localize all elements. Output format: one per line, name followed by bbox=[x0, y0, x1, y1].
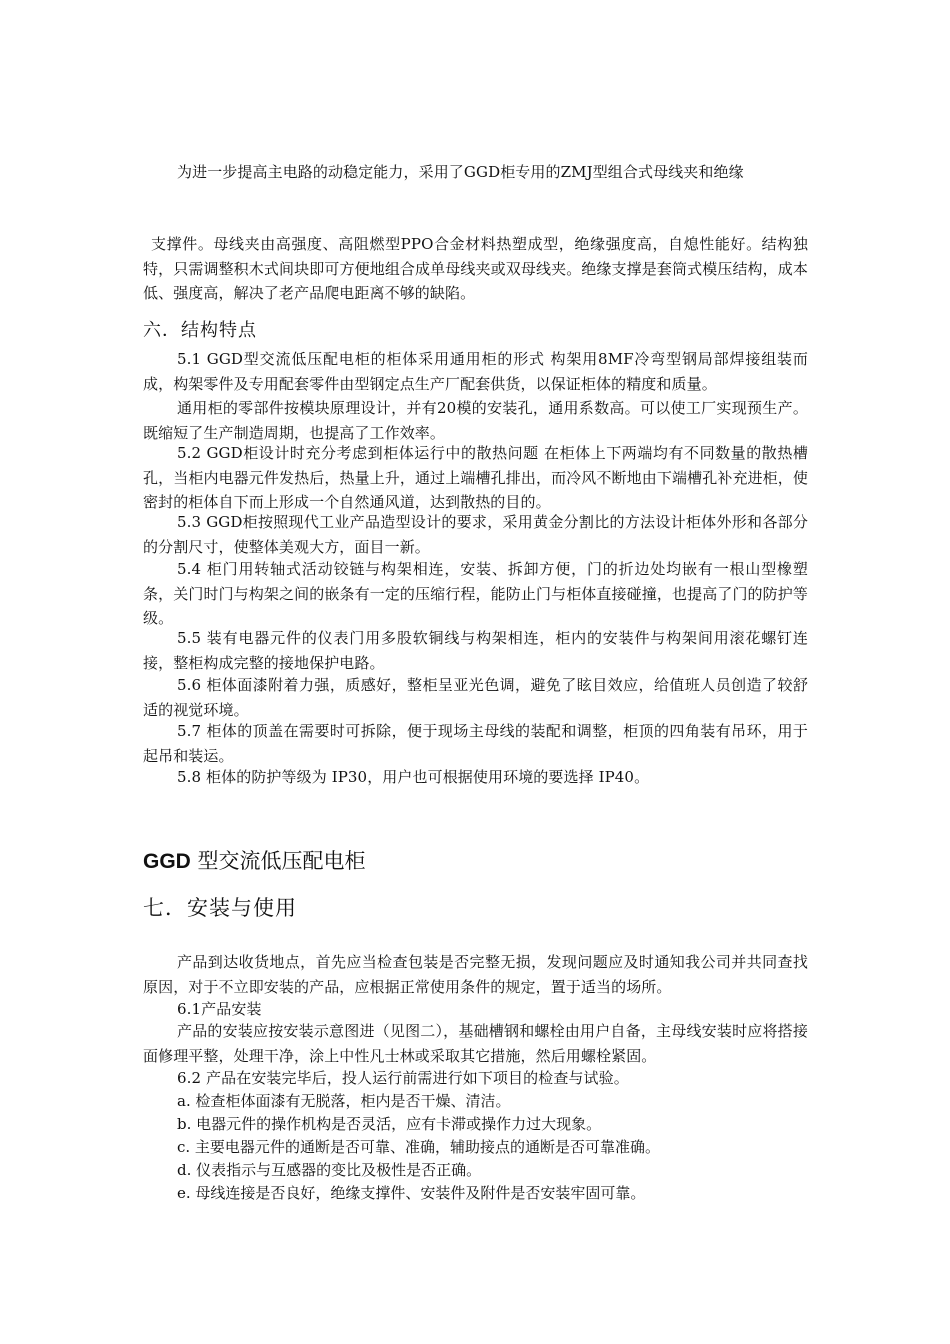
section6-paragraph: 5.4 柜门用转轴式活动铰链与构架相连，安装、拆卸方便，门的折边处均嵌有一根山型橡塑条，关门时门与构架之间的嵌条有一定的压缩行程，能防止门与柜体直接碰撞，也提高了门的防护等级。 bbox=[143, 560, 808, 627]
section6-paragraph: 5.8 柜体的防护等级为 IP30，用户也可根据使用环境的要选择 IP40。 bbox=[177, 768, 650, 786]
section6-paragraph: 5.6 柜体面漆附着力强，质感好，整柜呈亚光色调，避免了眩目效应，给值班人员创造了较舒适的视觉环境。 bbox=[143, 676, 808, 719]
section6-paragraph: 5.7 柜体的顶盖在需要时可拆除，便于现场主母线的装配和调整，柜顶的四角装有吊环，用于起吊和装运。 bbox=[143, 722, 808, 765]
checklist-item: a. 检查柜体面漆有无脱落，柜内是否干燥、清洁。 bbox=[177, 1092, 511, 1110]
intro-line: 为进一步提高主电路的动稳定能力，采用了GGD柜专用的ZMJ型组合式母线夹和绝缘 bbox=[177, 163, 744, 181]
checklist-item: b. 电器元件的操作机构是否灵活，应有卡滞或操作力过大现象。 bbox=[177, 1115, 602, 1133]
section6-paragraph: 5.3 GGD柜按照现代工业产品造型设计的要求，采用黄金分割比的方法设计柜体外形和各部分的分割尺寸，使整体美观大方，面目一新。 bbox=[143, 513, 808, 556]
document-title-latin: GGD bbox=[143, 850, 191, 873]
section6-paragraph: 5.1 GGD型交流低压配电柜的柜体采用通用柜的形式 构架用8MF冷弯型钢局部焊接组装而成，构架零件及专用配套零件由型钢定点生产厂配套供货，以保证柜体的精度和质量。 bbox=[143, 350, 808, 393]
section7-paragraph: 6.2 产品在安装完毕后，投人运行前需进行如下项目的检查与试验。 bbox=[177, 1069, 629, 1087]
section7-heading: 七．安装与使用 bbox=[143, 896, 297, 920]
document-title bbox=[143, 846, 366, 877]
section7-paragraph: 产品的安装应按安装示意图进（见图二），基础槽钢和螺栓由用户自备，主母线安装时应将搭接面修理平整，处理干净，涂上中性凡士林或采取其它措施，然后用螺栓紧固。 bbox=[143, 1022, 808, 1065]
intro-paragraph: 支撑件。母线夹由高强度、高阻燃型PPO合金材料热塑成型，绝缘强度高，自熄性能好。结构独特，只需调整积木式间块即可方便地组合成单母线夹或双母线夹。绝缘支撑是套筒式模压结构，成本低、强度高，解决了老产品爬电距离不够的缺陷。 bbox=[143, 235, 808, 302]
section7-paragraph: 6.1产品安装 bbox=[177, 1000, 262, 1018]
section6-paragraph: 通用柜的零部件按模块原理设计，并有20模的安装孔，通用系数高。可以使工厂实现预生产。既缩短了生产制造周期，也提高了工作效率。 bbox=[143, 399, 808, 442]
section6-paragraph: 5.5 装有电器元件的仪表门用多股软铜线与构架相连，柜内的安装件与构架间用滚花螺钉连接，整柜构成完整的接地保护电路。 bbox=[143, 629, 808, 672]
checklist-item: c. 主要电器元件的通断是否可靠、准确，辅助接点的通断是否可靠准确。 bbox=[177, 1138, 660, 1156]
document-title-chinese: 型交流低压配电柜 bbox=[190, 849, 366, 873]
section6-heading: 六．结构特点 bbox=[143, 320, 257, 341]
checklist-item: e. 母线连接是否良好，绝缘支撑件、安装件及附件是否安装牢固可靠。 bbox=[177, 1184, 646, 1202]
checklist-item: d. 仪表指示与互感器的变比及极性是否正确。 bbox=[177, 1161, 482, 1179]
section6-paragraph: 5.2 GGD柜设计时充分考虑到柜体运行中的散热问题 在柜体上下两端均有不同数量的散热槽孔，当柜内电器元件发热后，热量上升，通过上端槽孔排出，而冷风不断地由下端槽孔补充进柜，使密封的柜体自下而上形成一个自然通风道，达到散热的目的。 bbox=[143, 444, 808, 511]
section7-paragraph: 产品到达收货地点，首先应当检查包装是否完整无损，发现问题应及时通知我公司并共同查找原因，对于不立即安装的产品，应根据正常使用条件的规定，置于适当的场所。 bbox=[143, 953, 808, 996]
